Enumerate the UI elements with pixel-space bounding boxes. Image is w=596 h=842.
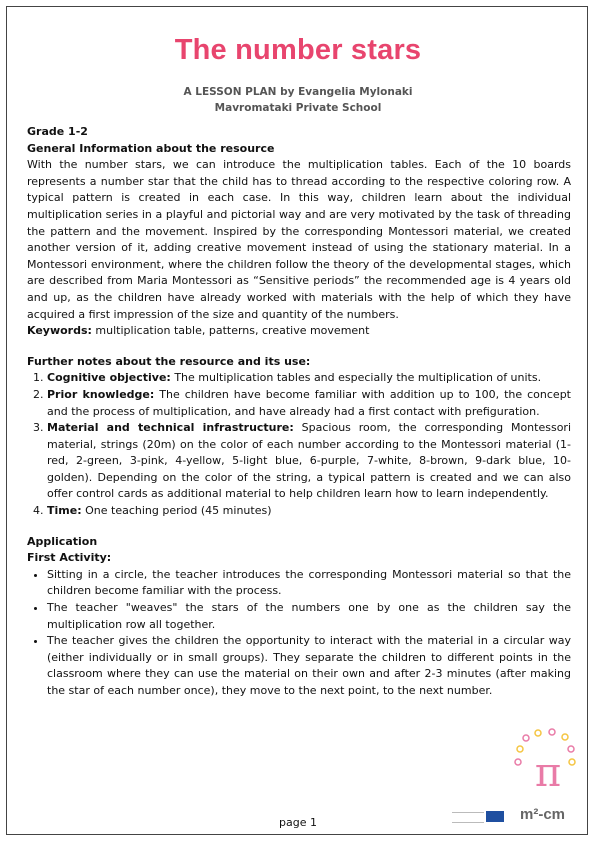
notes-item-text: Spacious room, the corresponding Montessori material, strings (20m) on the color of each number according to the Montessori material (1-red, 2-green, 3-pink, 4-yellow, 5-light blue, 6-purple, 7-white, 8-brown, 9-dark blue, 10-golden). Depending on the color of the string, a typical pattern is created and we can also offer control cards as additional material to help children learn how to learn independently.: [47, 421, 571, 501]
page-number: page 1: [279, 816, 317, 829]
keywords-line: [27, 323, 571, 340]
keywords-label: Keywords:: [27, 324, 92, 338]
notes-item-text: The children have become familiar with addition up to 100, the concept and the process of multiplication, and have already had a first contact with prefiguration.: [47, 387, 571, 418]
notes-item: [47, 503, 571, 520]
general-paragraph: With the number stars, we can introduce the multiplication tables. Each of the 10 boards represents a number star that the child has to thread according to the respective coloring row. A typical pattern is created in each case. In this way, children learn about the individual multiplication series in a playful and pictorial way and are very motivated by the task of threading the pattern and the movement. Inspired by the corresponding Montessori material, we created another version of it, adding creative movement instead of using the stationary material. In a Montessori environment, where the children follow the theory of the developmental stages, which are described from Maria Montessori as “Sensitive periods” the recommended age is 4 years old and up, as the children have already worked with materials with the help of which they have acquired a first impression of the size and quantity of the numbers.: [27, 158, 571, 321]
notes-item-text: The multiplication tables and especially the multiplication of units.: [170, 371, 542, 385]
author-line: A LESSON PLAN by Evangelia Mylonaki: [183, 86, 413, 98]
activity-item: • Sitting in a circle, the teacher introduces the corresponding Montessori material so that the children become familiar with the process.: [47, 567, 571, 600]
notes-item-text: One teaching period (45 minutes): [81, 504, 272, 518]
activity-item: • The teacher "weaves" the stars of the numbers one by one as the children say the multiplication row all together.: [47, 600, 571, 633]
notes-item: [47, 370, 571, 387]
svg-text:π: π: [534, 750, 562, 796]
grade-heading: Grade 1-2: [27, 125, 88, 138]
notes-list: [27, 370, 571, 519]
notes-item-label: Time:: [47, 504, 82, 518]
document-title: The number stars: [174, 34, 422, 66]
first-activity-heading: First Activity:: [27, 551, 112, 565]
general-heading: General Information about the resource: [27, 141, 275, 155]
school-line: Mavromataki Private School: [214, 102, 382, 114]
activity-item: • The teacher gives the children the opportunity to interact with the material in a circular way (either individually or in small groups). They separate the children to different points in the classroom where they can use the material on their own and after 2-3 minutes (after making the star of each number once), they move to the next point, to the next number.: [47, 633, 571, 699]
keywords-text: multiplication table, patterns, creative movement: [91, 324, 370, 338]
notes-item: [47, 387, 571, 420]
document-body: [27, 124, 571, 700]
notes-item-label: Cognitive objective:: [47, 371, 171, 385]
notes-heading: Further notes about the resource and its use:: [27, 354, 311, 368]
notes-item-label: Prior knowledge:: [47, 387, 155, 401]
m2cm-logo: m²-cm: [520, 806, 566, 823]
activity-list: [27, 567, 571, 700]
notes-item: [47, 420, 571, 503]
notes-item-label: Material and technical infrastructure:: [47, 421, 294, 435]
pi-stars-logo-icon: [512, 728, 582, 800]
application-heading: Application: [27, 534, 98, 548]
document-subtitle: [0, 84, 596, 116]
